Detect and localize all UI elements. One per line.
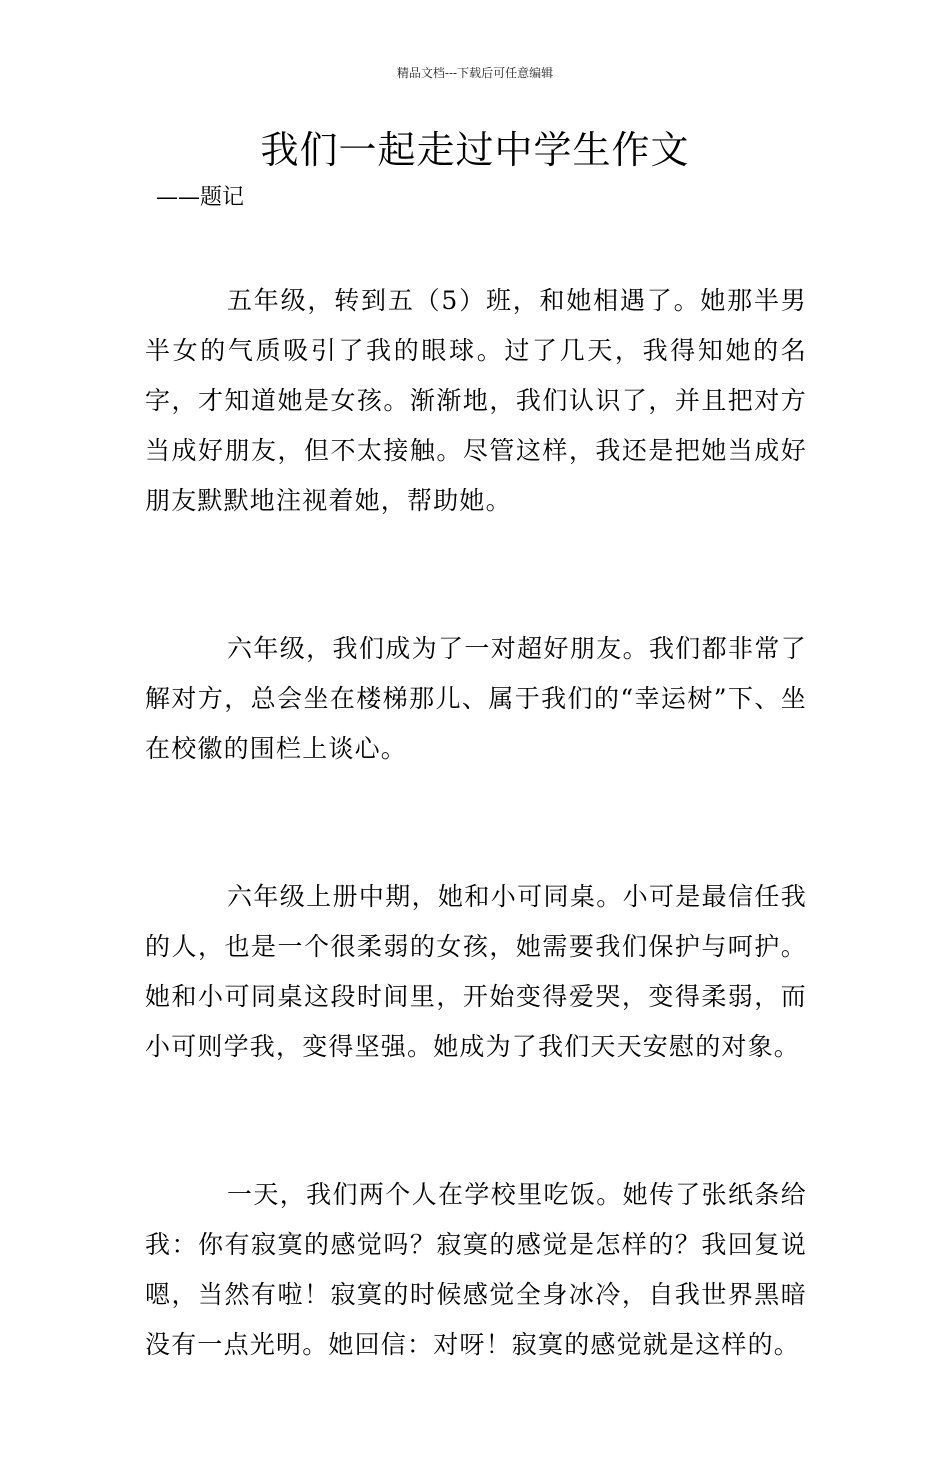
paragraph-4: 一天，我们两个人在学校里吃饭。她传了张纸条给我：你有寂寞的感觉吗？寂寞的感觉是怎样的？我回复说嗯，当然有啦！寂寞的时候感觉全身冰冷，自我世界黑暗没有一点光明。她回信：对呀！寂寞的感觉就是这样的。 bbox=[145, 1180, 807, 1359]
essay-body bbox=[145, 276, 807, 1468]
paragraph-3: 六年级上册中期，她和小可同桌。小可是最信任我的人，也是一个很柔弱的女孩，她需要我们保护与呵护。她和小可同桌这段时间里，开始变得爱哭，变得柔弱，而小可则学我，变得坚强。她成为了我们天天安慰的对象。 bbox=[145, 882, 807, 1061]
page-header: 精品文档---下载后可任意编辑 bbox=[396, 66, 554, 80]
document-title: 我们一起走过中学生作文 bbox=[260, 128, 690, 172]
paragraph-1: 五年级，转到五（5）班，和她相遇了。她那半男半女的气质吸引了我的眼球。过了几天，我得知她的名字，才知道她是女孩。渐渐地，我们认识了，并且把对方当成好朋友，但不太接触。尽管这样，我还是把她当成好朋友默默地注视着她，帮助她。 bbox=[145, 286, 807, 515]
document-subtitle: ——题记 bbox=[156, 185, 245, 210]
paragraph-2: 六年级，我们成为了一对超好朋友。我们都非常了解对方，总会坐在楼梯那儿、属于我们的“幸运树”下、坐在校徽的围栏上谈心。 bbox=[145, 634, 807, 763]
